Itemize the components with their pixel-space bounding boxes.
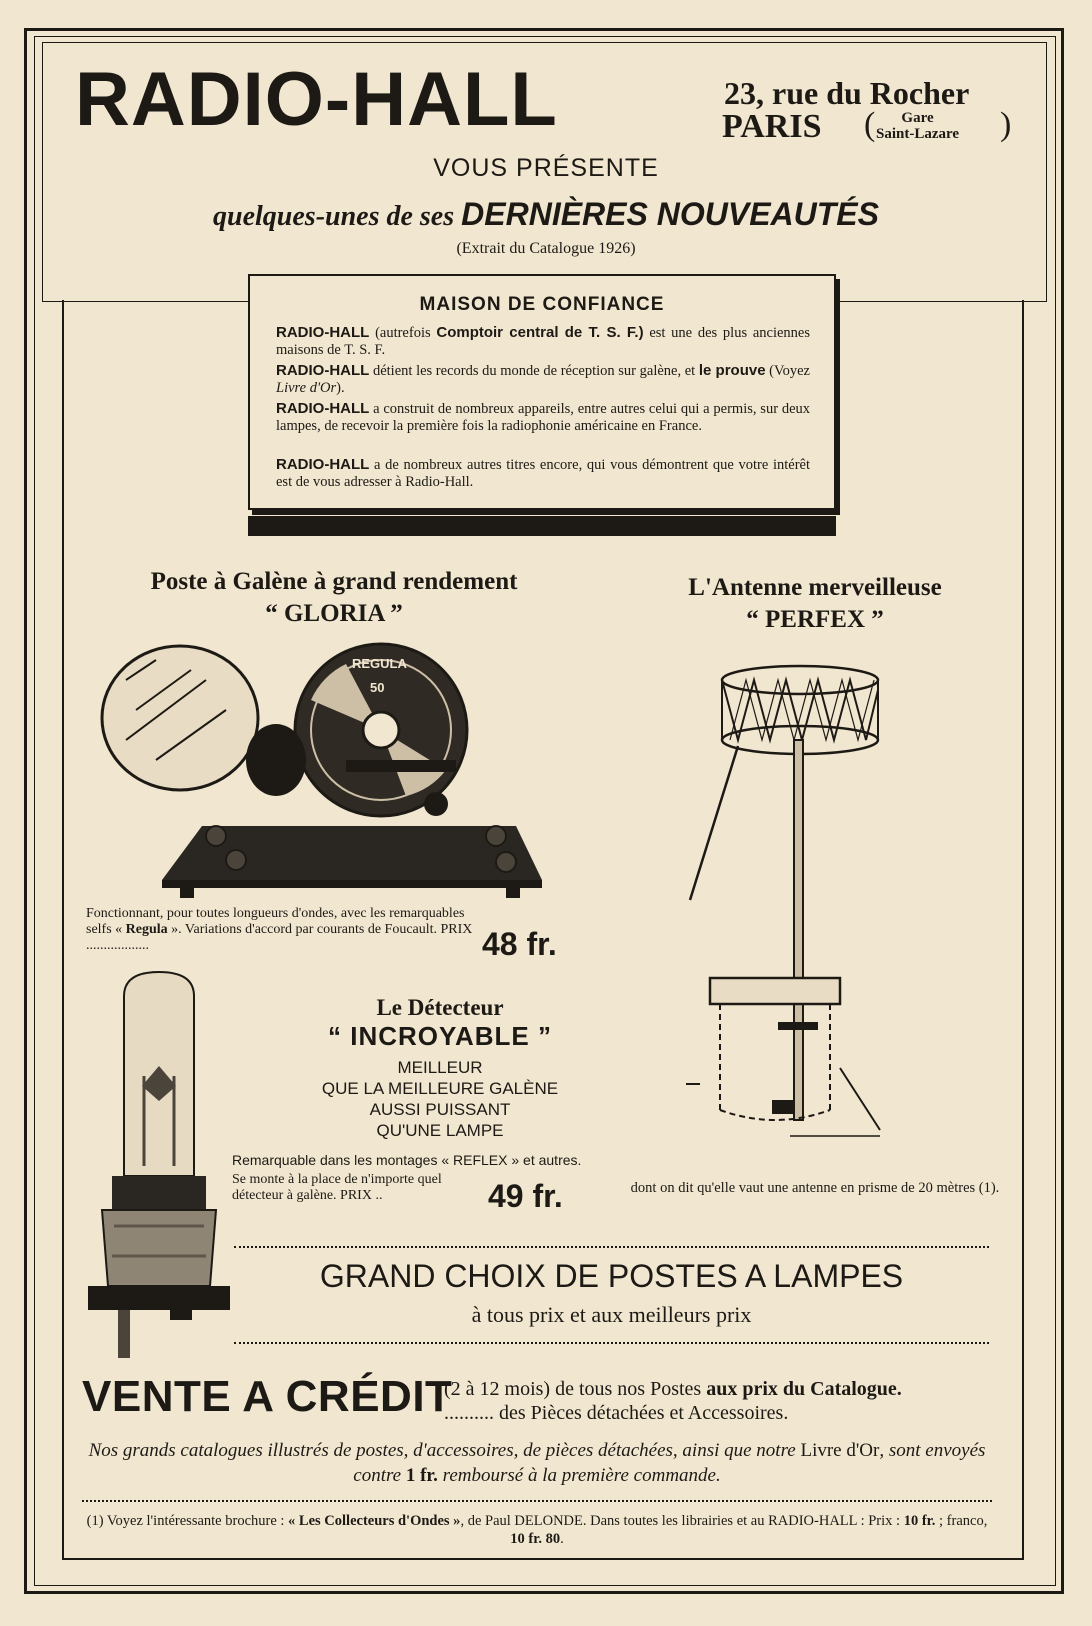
dotted-rule-bottom	[234, 1342, 989, 1344]
detector-claims: MEILLEUR QUE LA MEILLEURE GALÈNE AUSSI PUISSANT QU'UNE LAMPE	[321, 1058, 559, 1140]
paren-close: )	[1000, 106, 1012, 143]
trust-paragraph-2: RADIO-HALL détient les records du monde de réception sur galène, et le prouve (Voyez Livre d'Or).	[276, 362, 810, 396]
detector-bulb-illustration	[84, 966, 234, 1358]
trust-box	[248, 274, 836, 510]
detector-price: 49 fr.	[488, 1178, 563, 1214]
paren-open: (	[864, 106, 876, 143]
gloria-description: Fonctionnant, pour toutes longueurs d'ondes, avec les remarquables selfs « Regula ». Variations d'accord par courants de Foucault. PRIX ..................	[86, 906, 473, 953]
credit-line-2: .......... des Pièces détachées et Accessoires.	[444, 1402, 789, 1424]
detector-heading: Le Détecteur “ INCROYABLE ”	[328, 995, 552, 1051]
gloria-price: 48 fr.	[482, 926, 557, 962]
trust-title: MAISON DE CONFIANCE	[419, 294, 665, 315]
catalogue-offer: Nos grands catalogues illustrés de postes, d'accessoires, de pièces détachées, ainsi que notre Livre d'Or, sont envoyés contre 1 fr. remboursé à la première commande.	[88, 1440, 986, 1486]
lamp-sets-title: GRAND CHOIX DE POSTES A LAMPES	[319, 1258, 904, 1294]
perfex-heading: L'Antenne merveilleuse “ PERFEX ”	[688, 574, 942, 633]
footnote-rule	[82, 1500, 992, 1502]
coil-number: 50	[370, 680, 385, 695]
address-station: Gare Saint-Lazare	[876, 110, 960, 142]
gloria-crystal-set-illustration	[96, 640, 566, 900]
trust-paragraph-3: RADIO-HALL a construit de nombreux appareils, entre autres celui qui a permis, sur deux lampes, de recevoir la première fois la radiophonie américaine en France.	[276, 400, 810, 434]
brand-title: RADIO-HALL	[75, 57, 558, 142]
detector-description: Se monte à la place de n'importe quel détecteur à galène. PRIX ..	[232, 1172, 442, 1203]
address-city: PARIS	[722, 108, 822, 145]
trust-underline-bar	[248, 516, 836, 536]
trust-paragraph-4: RADIO-HALL a de nombreux autres titres encore, qui vous démontrent que votre intérêt est de vous adresser à Radio-Hall.	[276, 456, 810, 490]
dotted-rule-top	[234, 1246, 989, 1248]
catalogue-extract-note: (Extrait du Catalogue 1926)	[456, 240, 636, 257]
gloria-heading: Poste à Galène à grand rendement “ GLORIA ”	[150, 568, 518, 627]
tagline: quelques-unes de ses DERNIÈRES NOUVEAUTÉS	[213, 196, 879, 232]
address-street: 23, rue du Rocher	[724, 75, 970, 111]
perfex-antenna-illustration	[680, 660, 920, 1160]
footnote: (1) Voyez l'intéressante brochure : « Les Collecteurs d'Ondes », de Paul DELONDE. Dans toutes les librairies et au RADIO-HALL : Prix : 10 fr. ; franco, 10 fr. 80.	[86, 1513, 988, 1547]
perfex-description: dont on dit qu'elle vaut une antenne en prisme de 20 mètres (1).	[630, 1180, 1000, 1196]
detector-remark: Remarquable dans les montages « REFLEX » et autres.	[232, 1152, 582, 1168]
coil-label: REGULA	[352, 656, 407, 671]
presents-line: VOUS PRÉSENTE	[433, 154, 659, 182]
credit-line-1: (2 à 12 mois) de tous nos Postes aux prix du Catalogue.	[444, 1378, 902, 1400]
lamp-sets-subtitle: à tous prix et aux meilleurs prix	[471, 1302, 752, 1327]
credit-title: VENTE A CRÉDIT	[82, 1372, 453, 1421]
trust-paragraph-1: RADIO-HALL (autrefois Comptoir central de T. S. F.) est une des plus anciennes maisons de T. S. F.	[276, 324, 810, 358]
